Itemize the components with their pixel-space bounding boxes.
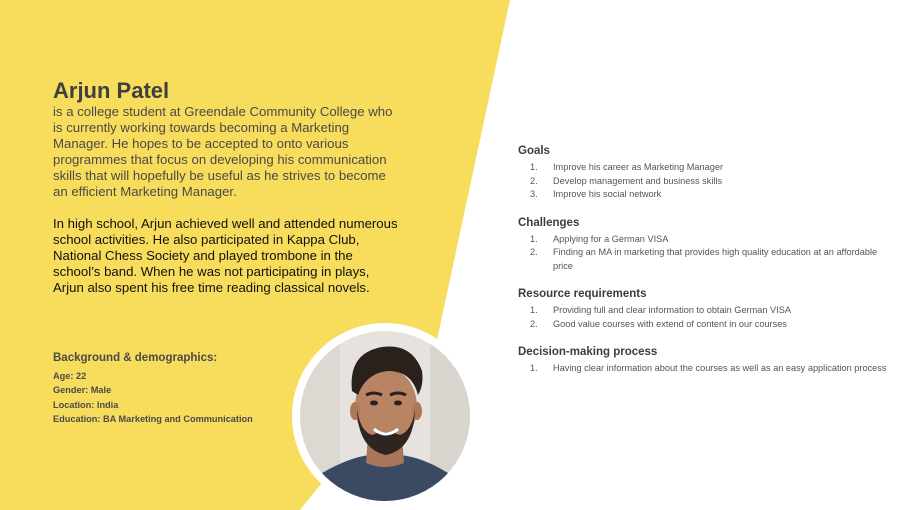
list-number: 1. — [530, 305, 538, 315]
background-demographics — [53, 351, 313, 426]
persona-details — [518, 144, 893, 390]
persona-summary — [53, 78, 398, 296]
goals-title: Goals — [518, 145, 550, 157]
challenges-section — [518, 216, 893, 274]
background-education: Education: BA Marketing and Communication — [53, 413, 253, 424]
list-number: 3. — [530, 189, 538, 199]
list-item — [518, 188, 893, 202]
list-number: 1. — [530, 162, 538, 172]
background-age: Age: 22 — [53, 371, 87, 381]
list-number: 2. — [530, 247, 538, 257]
decision-making-list — [518, 362, 893, 376]
list-number: 1. — [530, 363, 538, 373]
list-text: Good value courses with extend of content in our courses — [553, 318, 787, 329]
list-text: Improve his career as Marketing Manager — [553, 162, 724, 172]
background-title: Background & demographics: — [53, 352, 218, 364]
resource-requirements-section — [518, 287, 893, 331]
list-number: 2. — [530, 175, 538, 186]
list-item — [518, 304, 893, 318]
persona-name: Arjun Patel — [53, 78, 170, 103]
persona-intro: is a college student at Greendale Community College who is currently working towards becoming a Marketing Manager. He hopes to be accepted to onto various programmes that focus on developing his communication skills that will hopefully be useful as he strives to become an efficient Marketing Manager. — [53, 104, 393, 199]
list-item — [518, 362, 893, 376]
resource-requirements-list — [518, 304, 893, 331]
goals-list — [518, 161, 893, 202]
list-text: Finding an MA in marketing that provides high quality education at an affordable price — [553, 247, 878, 271]
list-text: Providing full and clear information to obtain German VISA — [553, 305, 791, 315]
list-item — [518, 161, 893, 175]
list-text: Having clear information about the courses as well as an easy application process — [553, 363, 887, 373]
list-item — [518, 233, 893, 247]
goals-section — [518, 144, 893, 202]
resource-requirements-title: Resource requirements — [518, 288, 647, 300]
list-number: 2. — [530, 318, 538, 329]
list-item — [518, 246, 893, 273]
list-text: Improve his social network — [553, 189, 662, 199]
challenges-list — [518, 233, 893, 274]
challenges-title: Challenges — [518, 216, 580, 229]
person-portrait-icon — [300, 331, 470, 501]
persona-photo — [292, 323, 478, 509]
list-text: Applying for a German VISA — [553, 233, 669, 244]
list-item — [518, 318, 893, 332]
background-location: Location: India — [53, 399, 119, 410]
list-item — [518, 175, 893, 189]
background-gender: Gender: Male — [53, 385, 112, 396]
persona-history: In high school, Arjun achieved well and attended numerous school activities. He also participated in Kappa Club, National Chess Society and played trombone in the school’s band. When he was not participating in plays, Arjun also spent his free time reading classical novels. — [53, 216, 398, 295]
decision-making-section — [518, 345, 893, 376]
list-number: 1. — [530, 233, 538, 244]
decision-making-title: Decision-making process — [518, 346, 658, 358]
list-text: Develop management and business skills — [553, 175, 723, 186]
